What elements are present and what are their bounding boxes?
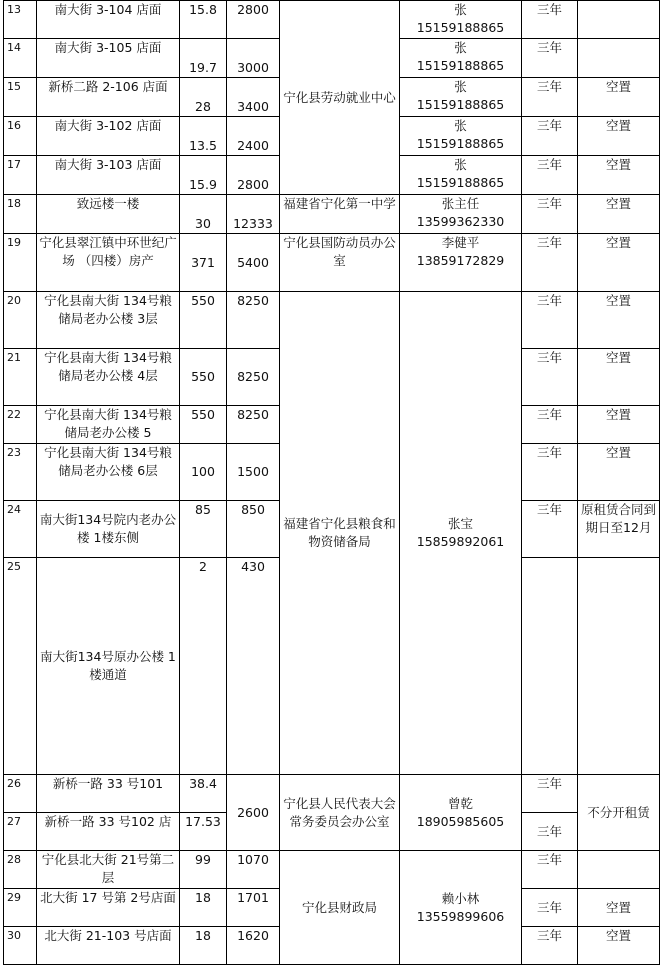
term-cell: 三年 (522, 889, 578, 927)
area-cell: 15.9 (180, 156, 227, 195)
table-row (4, 195, 660, 234)
rent-cell: 430 (227, 558, 280, 775)
contact-name: 张 (454, 2, 467, 17)
row-number: 14 (4, 39, 37, 78)
note-cell: 空置 (578, 195, 660, 234)
row-number: 30 (4, 927, 37, 965)
area-cell: 30 (180, 195, 227, 234)
location-cell: 南大街 3-105 店面 (37, 39, 180, 78)
term-cell: 三年 (522, 117, 578, 156)
location-cell: 宁化县南大街 134号粮储局老办公楼 5 (37, 406, 180, 444)
contact-name: 张宝 (447, 516, 473, 531)
rent-cell: 1070 (227, 851, 280, 889)
contact-cell (400, 851, 522, 965)
area-cell: 18 (180, 927, 227, 965)
contact-name: 李健平 (441, 235, 480, 250)
contact-phone: 15159188865 (416, 58, 505, 73)
contact-cell (400, 1, 522, 39)
contact-name: 张主任 (441, 196, 480, 211)
property-table (3, 0, 660, 965)
location-cell: 宁化县北大街 21号第二层 (37, 851, 180, 889)
term-cell: 三年 (522, 406, 578, 444)
table-row (4, 1, 660, 39)
note-cell: 空置 (578, 406, 660, 444)
rent-cell: 2800 (227, 156, 280, 195)
contact-phone: 13859172829 (416, 253, 505, 268)
row-number: 18 (4, 195, 37, 234)
note-cell (578, 851, 660, 889)
area-cell: 15.8 (180, 1, 227, 39)
note-cell: 空置 (578, 117, 660, 156)
row-number: 15 (4, 78, 37, 117)
note-cell: 空置 (578, 349, 660, 406)
unit-cell: 宁化县人民代表大会常务委员会办公室 (280, 775, 400, 851)
location-cell: 南大街134号院内老办公楼 1楼东侧 (37, 501, 180, 558)
rent-cell: 3000 (227, 39, 280, 78)
term-cell: 三年 (522, 195, 578, 234)
rent-cell: 2800 (227, 1, 280, 39)
row-number: 20 (4, 292, 37, 349)
row-number: 28 (4, 851, 37, 889)
row-number: 17 (4, 156, 37, 195)
term-cell: 三年 (522, 349, 578, 406)
term-cell: 三年 (522, 1, 578, 39)
location-cell: 北大街 21-103 号店面 (37, 927, 180, 965)
location-cell: 新桥二路 2-106 店面 (37, 78, 180, 117)
area-cell: 19.7 (180, 39, 227, 78)
location-cell: 宁化县南大街 134号粮储局老办公楼 4层 (37, 349, 180, 406)
contact-cell (400, 78, 522, 117)
area-cell: 85 (180, 501, 227, 558)
location-cell: 宁化县翠江镇中环世纪广场 （四楼）房产 (37, 234, 180, 292)
note-cell (578, 1, 660, 39)
term-cell: 三年 (522, 292, 578, 349)
row-number: 25 (4, 558, 37, 775)
contact-cell (400, 292, 522, 775)
row-number: 22 (4, 406, 37, 444)
area-cell: 13.5 (180, 117, 227, 156)
location-cell: 宁化县南大街 134号粮储局老办公楼 6层 (37, 444, 180, 501)
table-row (4, 851, 660, 889)
note-cell: 空置 (578, 889, 660, 927)
row-number: 19 (4, 234, 37, 292)
rent-cell: 2600 (227, 775, 280, 851)
contact-name: 张 (454, 157, 467, 172)
contact-name: 赖小林 (441, 890, 480, 906)
rent-cell: 12333 (227, 195, 280, 234)
unit-cell: 宁化县财政局 (280, 851, 400, 965)
area-cell: 371 (180, 234, 227, 292)
row-number: 21 (4, 349, 37, 406)
rent-cell: 8250 (227, 406, 280, 444)
term-cell: 三年 (522, 813, 578, 851)
contact-phone: 15159188865 (416, 20, 505, 35)
note-cell (578, 39, 660, 78)
rent-cell: 5400 (227, 234, 280, 292)
location-cell: 南大街134号原办公楼 1楼通道 (37, 558, 180, 775)
area-cell: 2 (180, 558, 227, 775)
table-row (4, 234, 660, 292)
unit-cell: 福建省宁化县粮食和物资储备局 (280, 292, 400, 775)
term-cell: 三年 (522, 444, 578, 501)
note-cell: 空置 (578, 292, 660, 349)
row-number: 29 (4, 889, 37, 927)
note-cell: 原租赁合同到期日至12月 (578, 501, 660, 558)
location-cell: 南大街 3-102 店面 (37, 117, 180, 156)
term-cell: 三年 (522, 851, 578, 889)
location-cell: 新桥一路 33 号102 店 (37, 813, 180, 851)
contact-cell (400, 775, 522, 851)
term-cell: 三年 (522, 927, 578, 965)
contact-phone: 15859892061 (416, 534, 505, 549)
contact-phone: 18905985605 (416, 813, 505, 829)
contact-cell (400, 117, 522, 156)
contact-name: 张 (454, 40, 467, 55)
location-cell: 南大街 3-104 店面 (37, 1, 180, 39)
contact-phone: 15159188865 (416, 136, 505, 151)
location-cell: 南大街 3-103 店面 (37, 156, 180, 195)
contact-name: 曾乾 (447, 795, 473, 811)
note-cell: 空置 (578, 444, 660, 501)
term-cell: 三年 (522, 39, 578, 78)
contact-cell (400, 39, 522, 78)
row-number: 23 (4, 444, 37, 501)
area-cell: 100 (180, 444, 227, 501)
contact-cell (400, 234, 522, 292)
contact-cell (578, 558, 660, 775)
location-cell: 致远楼一楼 (37, 195, 180, 234)
unit-cell: 宁化县国防动员办公室 (280, 234, 400, 292)
rent-cell: 850 (227, 501, 280, 558)
contact-phone: 13559899606 (416, 908, 505, 924)
note-cell: 不分开租赁 (578, 775, 660, 851)
location-cell: 北大街 17 号第 2号店面 (37, 889, 180, 927)
contact-name: 张 (454, 79, 467, 94)
rent-cell: 8250 (227, 349, 280, 406)
rent-cell: 1620 (227, 927, 280, 965)
row-number: 27 (4, 813, 37, 851)
term-cell: 三年 (522, 775, 578, 813)
contact-phone: 15159188865 (416, 97, 505, 112)
unit-cell (522, 558, 578, 775)
contact-name: 张 (454, 118, 467, 133)
term-cell: 三年 (522, 234, 578, 292)
term-cell: 三年 (522, 156, 578, 195)
row-number: 24 (4, 501, 37, 558)
term-cell: 三年 (522, 501, 578, 558)
location-cell: 宁化县南大街 134号粮储局老办公楼 3层 (37, 292, 180, 349)
note-cell: 空置 (578, 927, 660, 965)
table-row (4, 775, 660, 813)
location-cell: 新桥一路 33 号101 (37, 775, 180, 813)
rent-cell: 2400 (227, 117, 280, 156)
area-cell: 18 (180, 889, 227, 927)
rent-cell: 1701 (227, 889, 280, 927)
area-cell: 28 (180, 78, 227, 117)
contact-phone: 13599362330 (416, 214, 505, 229)
unit-cell: 宁化县劳动就业中心 (280, 1, 400, 195)
term-cell: 三年 (522, 78, 578, 117)
contact-cell (400, 195, 522, 234)
rent-cell: 3400 (227, 78, 280, 117)
area-cell: 38.4 (180, 775, 227, 813)
row-number: 16 (4, 117, 37, 156)
row-number: 13 (4, 1, 37, 39)
note-cell: 空置 (578, 156, 660, 195)
row-number: 26 (4, 775, 37, 813)
rent-cell: 8250 (227, 292, 280, 349)
area-cell: 550 (180, 349, 227, 406)
area-cell: 550 (180, 292, 227, 349)
area-cell: 17.53 (180, 813, 227, 851)
rent-cell: 1500 (227, 444, 280, 501)
contact-cell (400, 156, 522, 195)
unit-cell: 福建省宁化第一中学 (280, 195, 400, 234)
note-cell: 空置 (578, 78, 660, 117)
note-cell: 空置 (578, 234, 660, 292)
area-cell: 550 (180, 406, 227, 444)
area-cell: 99 (180, 851, 227, 889)
table-row (4, 292, 660, 349)
contact-phone: 15159188865 (416, 175, 505, 190)
